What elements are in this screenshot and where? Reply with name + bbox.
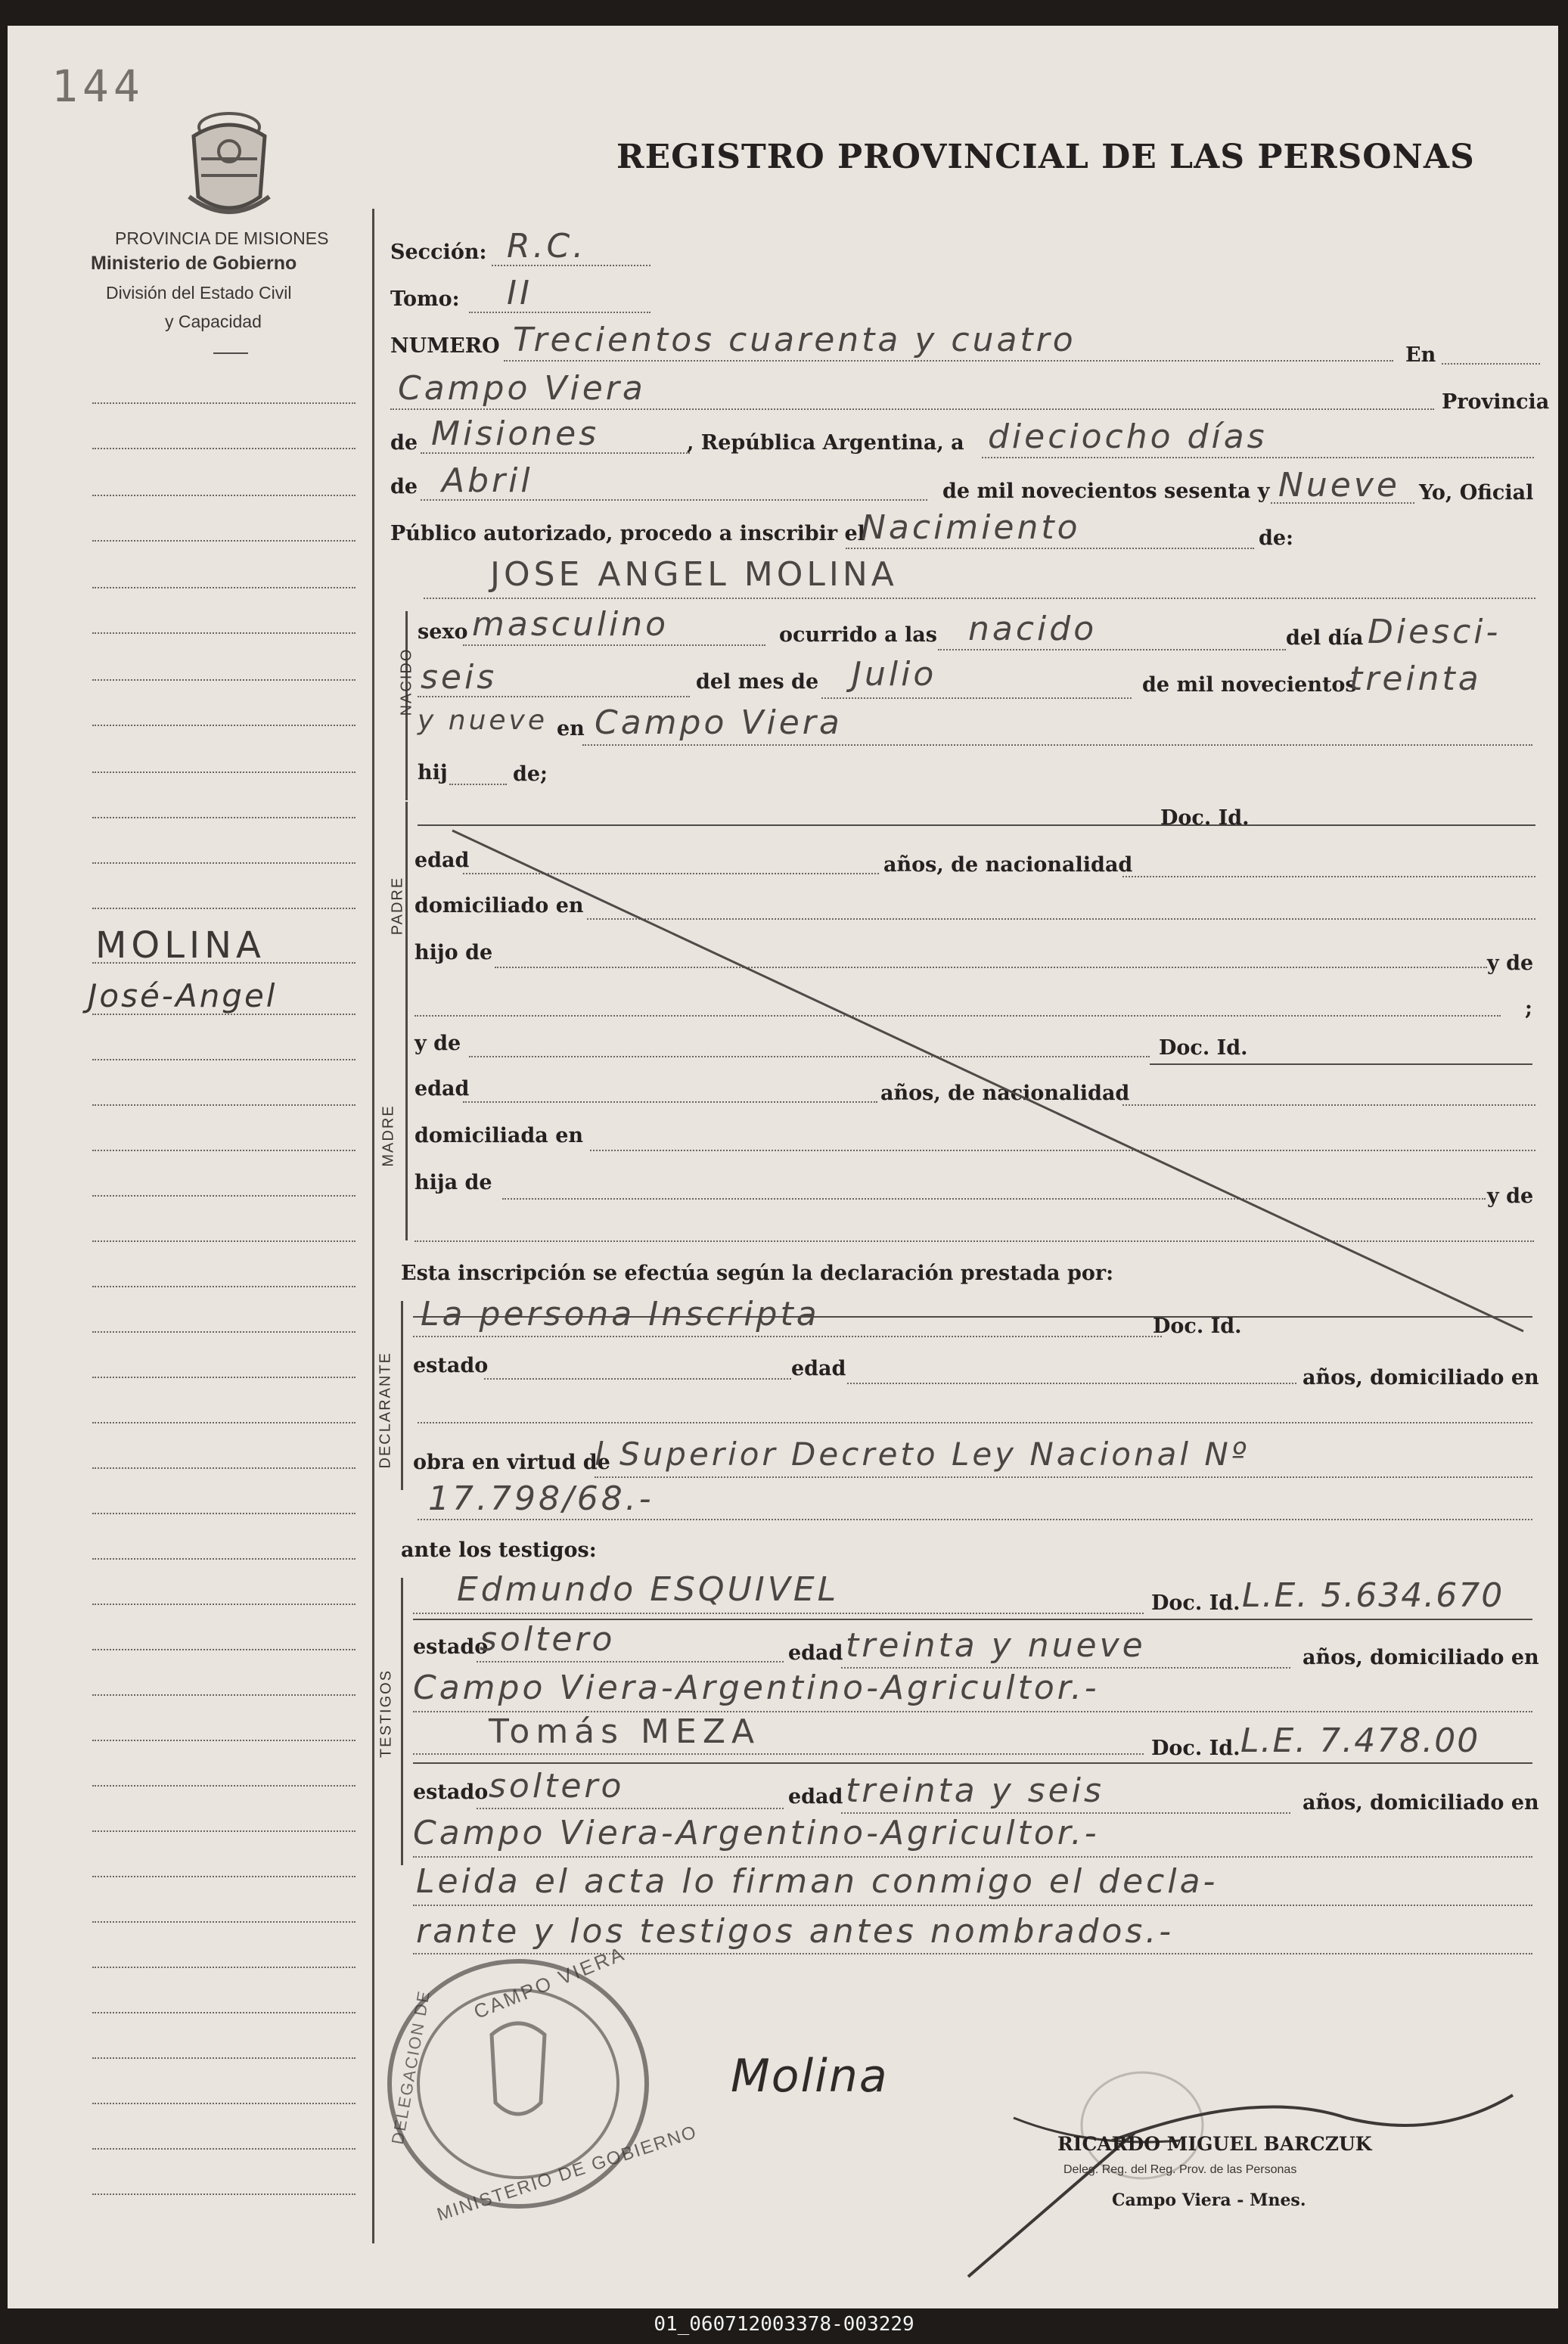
stamp-left-text: DELEGACION DE xyxy=(387,1988,434,2146)
declarante-edad-label: edad xyxy=(791,1357,846,1380)
sexo-value: masculino xyxy=(472,605,669,644)
madre-section-label: MADRE xyxy=(380,1104,397,1167)
anio-label: de mil novecientos xyxy=(1142,673,1357,697)
province-label: PROVINCIA DE MISIONES xyxy=(115,228,329,248)
publico-label: Público autorizado, procedo a inscribir el xyxy=(390,522,865,545)
testigo2-domicilio: Campo Viera-Argentino-Agricultor.- xyxy=(413,1814,1100,1852)
nacido-section-label: NACIDO xyxy=(398,647,415,716)
testigos-bracket xyxy=(401,1578,403,1865)
day-value: dieciocho días xyxy=(988,418,1268,456)
padre-doc-label: Doc. Id. xyxy=(1160,806,1250,830)
padre-nac-label: años, de nacionalidad xyxy=(883,853,1133,877)
testigos-section-label: TESTIGOS xyxy=(377,1669,395,1759)
year-label: de mil novecientos sesenta y xyxy=(942,480,1270,503)
testigo1-doc-label: Doc. Id. xyxy=(1151,1591,1240,1615)
padre-edad-label: edad xyxy=(415,849,470,872)
en-label: En xyxy=(1405,343,1436,367)
margin-given-name: José-Angel xyxy=(88,977,278,1014)
seccion-value: R.C. xyxy=(507,227,587,265)
ocurrido-value: nacido xyxy=(968,610,1098,648)
testigo2-edad: treinta y seis xyxy=(846,1771,1104,1810)
tomo-label: Tomo: xyxy=(390,287,460,311)
person-name: JOSE ANGEL MOLINA xyxy=(490,555,898,594)
tomo-value: II xyxy=(507,274,532,312)
dia-value-a: Diesci- xyxy=(1368,613,1501,651)
margin-surname: MOLINA xyxy=(95,924,265,967)
testigo2-doc-label: Doc. Id. xyxy=(1151,1737,1240,1760)
page-title: REGISTRO PROVINCIAL DE LAS PERSONAS xyxy=(616,138,1475,176)
act-value: Nacimiento xyxy=(861,508,1081,547)
madre-nac-label: años, de nacionalidad xyxy=(880,1082,1130,1105)
testigo1-dom-label: años, domiciliado en xyxy=(1303,1646,1539,1669)
declarant-signature: Molina xyxy=(731,2050,889,2103)
ministry-label: Ministerio de Gobierno xyxy=(91,253,297,274)
numero-value: Trecientos cuarenta y cuatro xyxy=(513,321,1076,359)
image-caption: 01_060712003378-003229 xyxy=(654,2313,914,2336)
madre-doc-label: Doc. Id. xyxy=(1159,1036,1248,1060)
month-value: Abril xyxy=(442,461,533,500)
madre-edad-label: edad xyxy=(415,1077,470,1101)
padre-dom-label: domiciliado en xyxy=(415,894,584,917)
sexo-label: sexo xyxy=(418,620,468,644)
declarante-section-label: DECLARANTE xyxy=(377,1352,394,1469)
place-value: Campo Viera xyxy=(398,369,646,408)
testigo2-dom-label: años, domiciliado en xyxy=(1303,1791,1539,1815)
de-label-2: de xyxy=(390,475,418,498)
padre-semicolon: ; xyxy=(1525,997,1532,1020)
testigo1-doc: L.E. 5.634.670 xyxy=(1242,1576,1504,1615)
anio-value-a: treinta xyxy=(1349,660,1482,698)
testigos-intro: ante los testigos: xyxy=(401,1538,597,1562)
year-value: Nueve xyxy=(1278,466,1400,505)
testigo1-edad-label: edad xyxy=(788,1641,843,1665)
republica-label: , República Argentina, a xyxy=(687,431,964,455)
mes-value: Julio xyxy=(852,655,937,694)
province-value: Misiones xyxy=(431,414,600,453)
stamp-top-text: CAMPO VIERA xyxy=(470,1942,629,2023)
testigo1-estado: soltero xyxy=(480,1620,616,1659)
closing-line-1: Leida el acta lo firman conmigo el decla- xyxy=(416,1862,1219,1901)
madre-hija-label: hija de xyxy=(415,1171,492,1194)
declarante-bracket xyxy=(401,1301,403,1490)
madre-dom-label: domiciliada en xyxy=(415,1124,584,1147)
padre-section-label: PADRE xyxy=(389,876,406,936)
obra-label: obra en virtud de xyxy=(413,1451,610,1474)
division-label: División del Estado Civil xyxy=(106,283,292,303)
madre-yde-label: y de xyxy=(415,1032,461,1055)
declarante-intro: Esta inscripción se efectúa según la declaración prestada por: xyxy=(401,1262,1114,1285)
testigo1-name: Edmundo ESQUIVEL xyxy=(457,1570,840,1609)
ocurrido-label: ocurrido a las xyxy=(779,623,937,647)
declarante-dom-label: años, domiciliado en xyxy=(1303,1366,1539,1389)
obra-value-b: 17.798/68.- xyxy=(428,1479,654,1518)
de-colon-label: de: xyxy=(1259,526,1294,550)
hij-label: hij xyxy=(418,761,448,784)
testigo1-domicilio: Campo Viera-Argentino-Agricultor.- xyxy=(413,1669,1100,1707)
declarante-name: La persona Inscripta xyxy=(421,1295,820,1333)
numero-label: NUMERO xyxy=(390,334,500,358)
de-label: de xyxy=(390,431,418,455)
declarante-doc-label: Doc. Id. xyxy=(1153,1315,1242,1338)
folio-number: 144 xyxy=(51,61,144,112)
testigo2-estado-label: estado xyxy=(413,1781,489,1804)
padre-yde-label: y de xyxy=(1487,952,1534,975)
official-place: Campo Viera - Mnes. xyxy=(1112,2190,1306,2210)
obra-value-a: l Superior Decreto Ley Nacional Nº xyxy=(595,1436,1250,1473)
padre-hijo-label: hijo de xyxy=(415,941,493,964)
official-role: Deleg. Reg. del Reg. Prov. de las Personas xyxy=(1063,2163,1297,2176)
anio-value-b: y nueve xyxy=(418,705,548,736)
stamp-bottom-text: MINISTERIO DE GOBIERNO xyxy=(434,2122,700,2225)
nacido-en-label: en xyxy=(557,717,585,740)
testigo1-estado-label: estado xyxy=(413,1635,489,1659)
testigo2-name: Tomás MEZA xyxy=(489,1712,761,1751)
provincia-label: Provincia xyxy=(1442,390,1550,414)
closing-line-2: rante y los testigos antes nombrados.- xyxy=(416,1912,1175,1951)
testigo2-estado: soltero xyxy=(489,1767,625,1805)
official-signature-mark xyxy=(862,2027,1543,2330)
hij-de-label: de; xyxy=(513,762,548,786)
lugar-value: Campo Viera xyxy=(595,703,843,742)
capacity-label: y Capacidad xyxy=(165,312,262,331)
yo-oficial-label: Yo, Oficial xyxy=(1419,481,1534,505)
seccion-label: Sección: xyxy=(390,241,487,264)
testigo2-edad-label: edad xyxy=(788,1785,843,1808)
madre-yde2-label: y de xyxy=(1487,1184,1534,1208)
declarante-estado-label: estado xyxy=(413,1354,489,1377)
official-name: RICARDO MIGUEL BARCZUK xyxy=(1057,2133,1372,2155)
del-dia-label: del día xyxy=(1286,626,1364,650)
dia-value-b: seis xyxy=(421,658,498,697)
mes-label: del mes de xyxy=(696,670,819,694)
testigo2-doc: L.E. 7.478.00 xyxy=(1240,1722,1480,1760)
testigo1-edad: treinta y nueve xyxy=(846,1626,1146,1665)
